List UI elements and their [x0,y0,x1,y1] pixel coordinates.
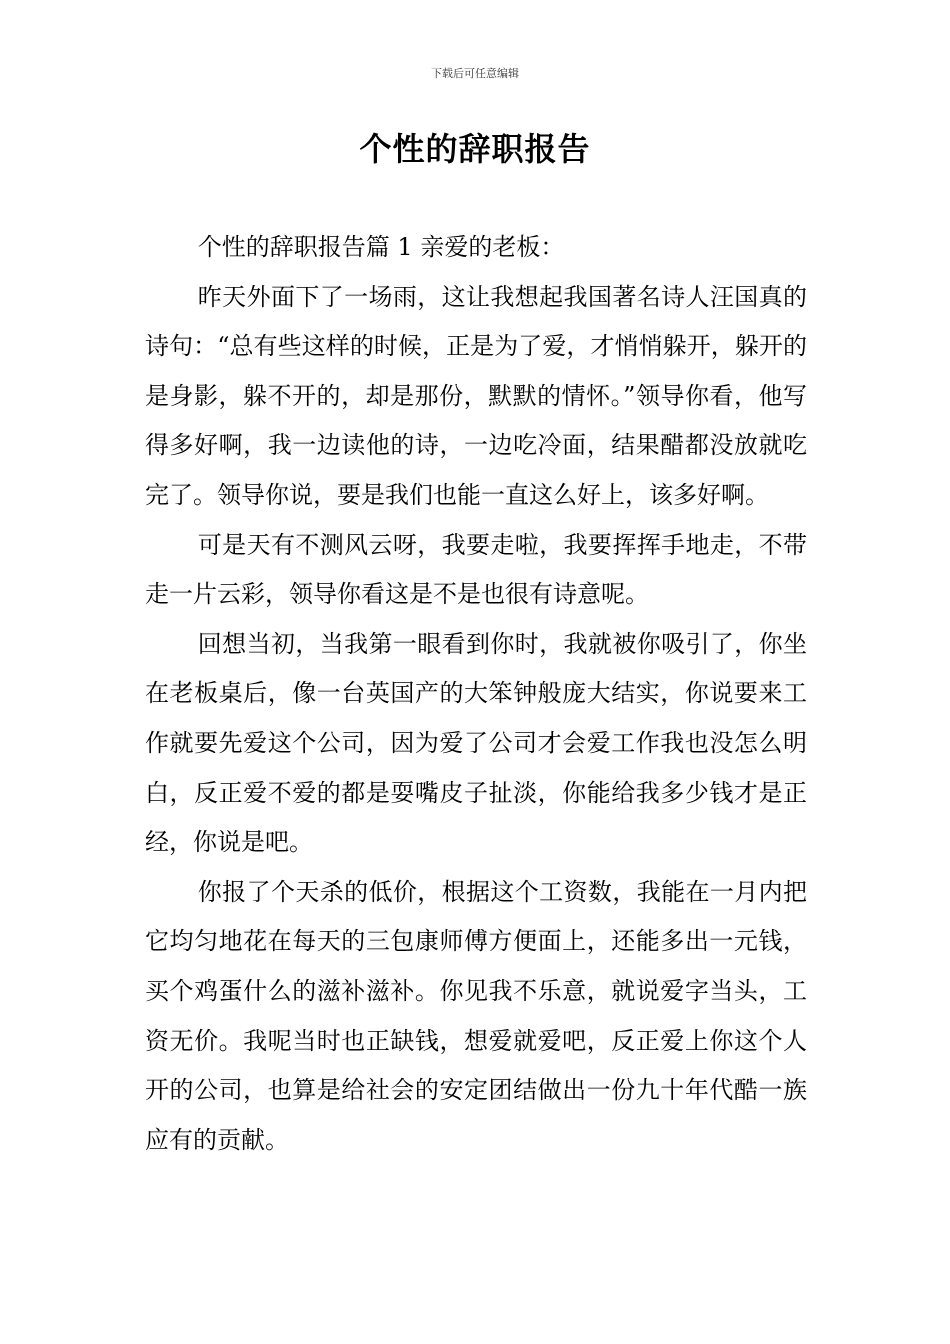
document-body [145,223,807,1165]
header-note: 下载后可任意编辑 [431,67,519,80]
paragraph-2: 昨天外面下了一场雨，这让我想起我国著名诗人汪国真的诗句：“总有些这样的时候，正是为了爱，才悄悄躲开，躲开的是身影，躲不开的，却是那份，默默的情怀。”领导你看，他写得多好啊，我一边读他的诗，一边吃冷面，结果醋都没放就吃完了。领导你说，要是我们也能一直这么好上，该多好啊。 [145,282,807,509]
paragraph-1: 个性的辞职报告篇 1 亲爱的老板： [197,233,565,261]
document-title: 个性的辞职报告 [359,130,591,168]
paragraph-3: 可是天有不测风云呀，我要走啦，我要挥挥手地走，不带走一片云彩，领导你看这是不是也很有诗意呢。 [145,530,807,609]
paragraph-4: 回想当初，当我第一眼看到你时，我就被你吸引了，你坐在老板桌后，像一台英国产的大笨钟般庞大结实，你说要来工作就要先爱这个公司，因为爱了公司才会爱工作我也没怎么明白，反正爱不爱的都是耍嘴皮子扯淡，你能给我多少钱才是正经，你说是吧。 [145,629,807,857]
paragraph-5: 你报了个天杀的低价，根据这个工资数，我能在一月内把它均匀地花在每天的三包康师傅方便面上，还能多出一元钱，买个鸡蛋什么的滋补滋补。你见我不乐意，就说爱字当头，工资无价。我呢当时也正缺钱，想爱就爱吧，反正爱上你这个人开的公司，也算是给社会的安定团结做出一份九十年代酷一族应有的贡献。 [145,877,807,1154]
